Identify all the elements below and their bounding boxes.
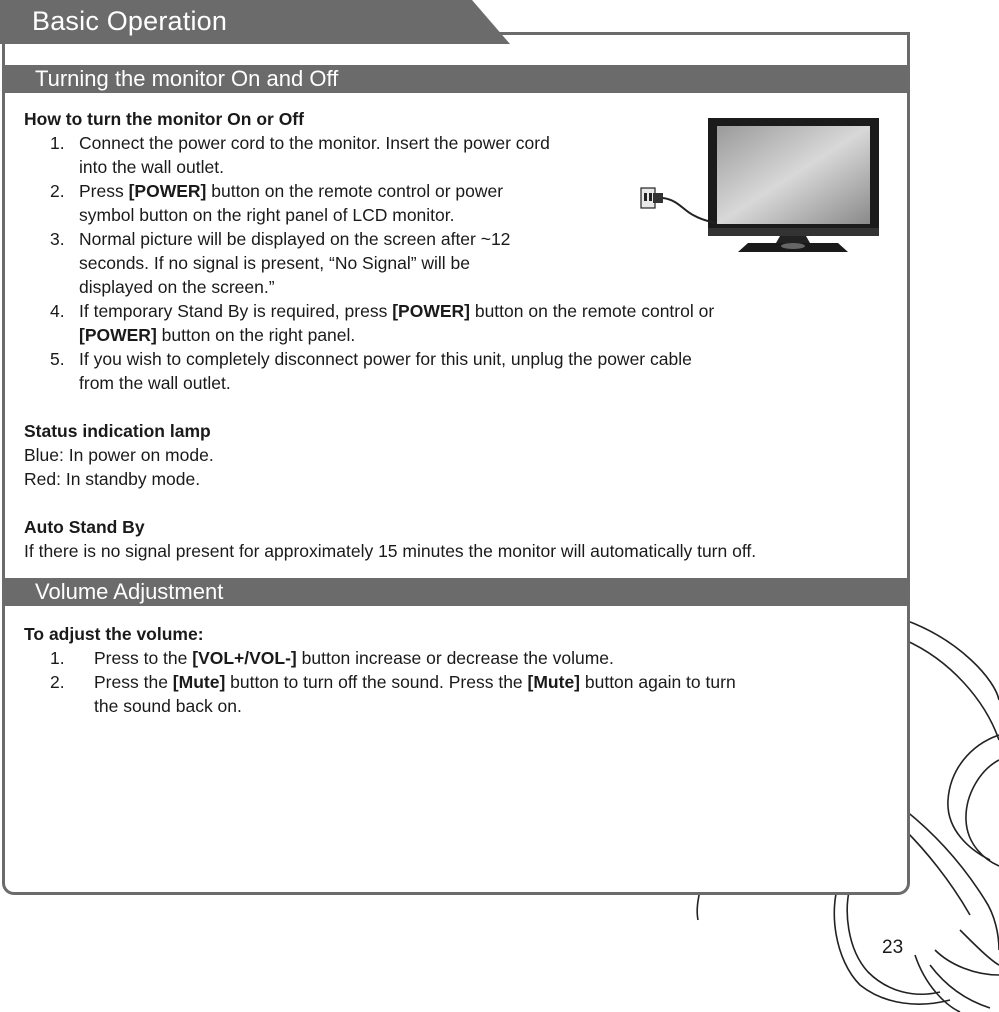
step-number: 3. [50,229,65,249]
step-text: If temporary Stand By is required, press [POWER] button on the remote control or [79,301,715,321]
step-text: If you wish to completely disconnect power for this unit, unplug the power cable [79,349,692,369]
volume-heading: To adjust the volume: [24,624,204,644]
page-number: 23 [882,937,904,958]
step-text: seconds. If no signal is present, “No Signal” will be [79,253,471,273]
page-title: Basic Operation [32,6,228,36]
step-text: the sound back on. [94,696,242,716]
step-text: [POWER] button on the right panel. [79,325,356,345]
step-number: 4. [50,301,65,321]
power-heading: How to turn the monitor On or Off [24,109,304,129]
status-line: Red: In standby mode. [24,469,201,489]
status-heading: Status indication lamp [24,421,211,441]
status-line: Blue: In power on mode. [24,445,214,465]
tv-power-outlet-icon [638,115,883,260]
section-title-volume: Volume Adjustment [5,578,907,606]
step-text: Press the [Mute] button to turn off the sound. Press the [Mute] button again to turn [94,672,736,692]
step-text: into the wall outlet. [79,157,224,177]
step-text: from the wall outlet. [79,373,231,393]
step-text: Press [POWER] button on the remote control or power [79,181,504,201]
step-text: symbol button on the right panel of LCD monitor. [79,205,455,225]
step-text: Normal picture will be displayed on the screen after ~12 [79,229,511,249]
auto-standby-heading: Auto Stand By [24,517,145,537]
step-text: Connect the power cord to the monitor. Insert the power cord [79,133,550,153]
step-text: Press to the [VOL+/VOL-] button increase or decrease the volume. [94,648,614,668]
step-number: 5. [50,349,65,369]
step-number: 2. [50,181,65,201]
step-number: 1. [50,648,65,668]
step-number: 1. [50,133,65,153]
auto-standby-text: If there is no signal present for approximately 15 minutes the monitor will automatically turn off. [24,541,757,561]
step-number: 2. [50,672,65,692]
section-title-power: Turning the monitor On and Off [5,65,907,93]
step-text: displayed on the screen.” [79,277,275,297]
